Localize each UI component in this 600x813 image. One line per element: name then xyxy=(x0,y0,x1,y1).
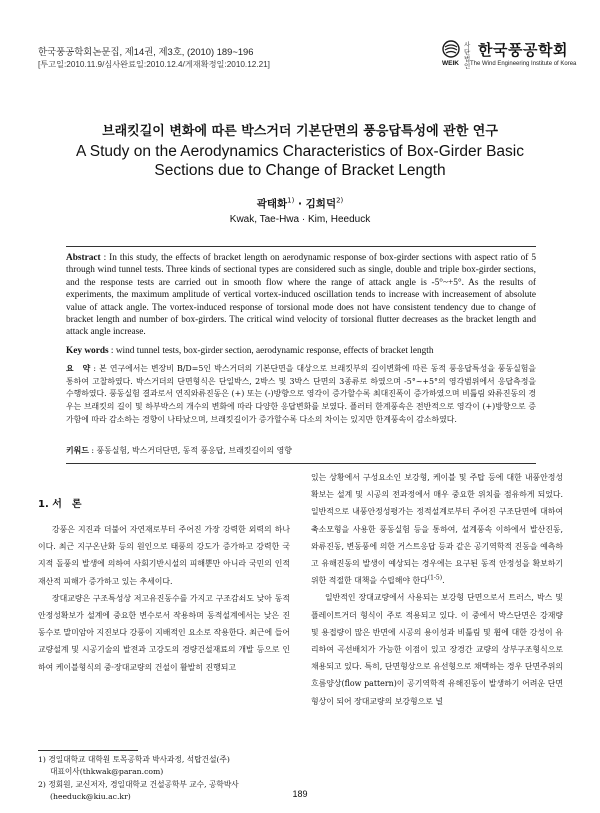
citation-period: . xyxy=(442,576,445,586)
title-korean: 브래킷길이 변화에 따른 박스거더 기본단면의 풍응답특성에 관한 연구 xyxy=(102,124,498,139)
journal-citation: 한국풍공학회논문집, 제14권, 제3호, (2010) 189~196 xyxy=(38,46,254,57)
paragraph: 강풍은 지진과 더불어 자연재로부터 주어진 가장 강력한 외력의 하나이다. 최근 지구온난화 등의 원인으로 태풍의 강도가 증가하고 강력한 국지적 돌풍의 발생에 의하여 사회기반시설의 피해뿐만 아니라 국민의 인적 재산적 피해가 증가하고 있는 추세이다. xyxy=(38,525,290,586)
keywords-label: Key words xyxy=(66,346,109,356)
abstract-bottom-rule xyxy=(66,463,536,464)
author1-name: 곽태화 xyxy=(256,198,288,210)
paragraph xyxy=(311,469,563,589)
section-heading: 1. 서 론 xyxy=(38,499,82,510)
author2-name: 김희덕 xyxy=(305,198,337,210)
wind-logo-icon xyxy=(442,40,460,58)
logo-small-text: 사단 법인 xyxy=(464,42,471,70)
title-english-line2: Sections due to Change of Bracket Length xyxy=(154,162,446,179)
logo-name: 한국풍공학회 xyxy=(478,41,568,59)
korean-abstract-label: 요 약 xyxy=(66,364,91,373)
logo-english: The Wind Engineering Institute of Korea xyxy=(470,60,577,67)
paragraph: 일반적인 장대교량에서 사용되는 보강형 단면으로서 트러스, 박스 및 플레이트거더 형식이 주로 적용되고 있다. 이 중에서 박스단면은 강재량 및 용접량이 많은 반면에 시공의 용이성과 비틂림 및 휨에 대한 강성이 유리하여 곡선배치가 가능한 이점이 있고 장경간 교량의 상부구조형식으로 채용되고 있다. 특히, 단면형상으로 유선형으로 채택하는 경우 단면주위의 흐름양상(flow pattern)이 공기역학적 유해진동이 발생하기 어려운 단면형상이 되어 장대교량의 보강형으로 널 xyxy=(311,593,563,706)
citation: (1-5) xyxy=(427,574,443,582)
title-english xyxy=(60,142,540,180)
paragraph: 장대교량은 구조특성상 저고유진동수를 가지고 구조감쇠도 낮아 동적 안정성확보가 설계에 중요한 변수로서 작용하며 동적설계에서는 낮은 진동수로 말미암아 지진보다 강풍이 지배적인 요소로 작용한다. 최근에 들어 교량설계 및 시공기술의 발전과 고강도의 경량건설재료의 개발 등으로 인하여 케이블형식의 중·장대교량의 건설이 활발히 진행되고 xyxy=(38,593,290,672)
abstract-text: : In this study, the effects of bracket length on aerodynamic response of box-girder sections with aspect ratio of 5 through wind tunnel tests. Three kinds of sectional types are considered such as single, double and triple box-girder sections, and the response tests are carried out in smooth flow where the range of attack angle is -5°~+5°. As the results of experiments, the maximum amplitude of vertical vortex-induced oscillation tends to increase with increasement of absolute value of attack angle. The vortex-induced response of torsional mode does not have consistent tendency due to change of bracket length and number of box-girders. The critical wind velocity of torsional flutter decreases as the bracket length and attack angle increase. xyxy=(66,253,536,338)
abstract xyxy=(66,252,536,339)
author2-affil: 2) xyxy=(336,196,344,205)
footnote-rule xyxy=(38,750,138,751)
footnote-line: 2) 정회원, 교신저자, 경일대학교 건설공학부 교수, 공학박사 xyxy=(38,779,239,789)
korean-keywords-label: 키워드 xyxy=(66,446,89,455)
body-right-column xyxy=(311,469,563,710)
society-logo xyxy=(442,38,582,74)
keywords xyxy=(66,345,536,357)
authors-english: Kwak, Tae-Hwa · Kim, Heeduck xyxy=(229,214,371,225)
footnote-line: (heeduck@kiu.ac.kr) xyxy=(50,791,131,801)
paragraph-text: 있는 상황에서 구성요소인 보강형, 케이블 및 주탑 등에 대한 내풍안정성 확보는 설계 및 시공의 전과정에서 매우 중요한 위치를 점유하게 되었다. 일반적으로 내풍안정성평가는 정적설계로부터 주어진 구조단면에 대하여 축소모형을 사용한 풍동실험 등을 통하여, 설계풍속 이하에서 발산진동, 와류진동, 변동풍에 의한 거스트응답 등과 같은 공기역학적 진동을 예측하고 유해진동의 발생이 예상되는 경우에는 요구된 동적 안정성을 확보하기 위한 적절한 대책을 수립해야 한다 xyxy=(311,473,563,586)
body-left-column xyxy=(38,521,290,676)
page-number: 189 xyxy=(292,789,308,799)
footnote-line: 대표이사(thkwak@paran.com) xyxy=(50,767,164,777)
abstract-label: Abstract xyxy=(66,253,101,263)
author-separator: · xyxy=(294,198,306,210)
footnote-line: 1) 경일대학교 대학원 토목공학과 박사과정, 석탑건설(주) xyxy=(38,755,230,764)
author1-affil: 1) xyxy=(287,196,295,205)
journal-header xyxy=(38,46,270,71)
korean-abstract xyxy=(66,363,536,427)
authors-korean xyxy=(0,196,600,211)
logo-abbr: WEIK xyxy=(442,60,459,67)
abstract-top-rule xyxy=(66,246,536,247)
korean-abstract-text: : 본 연구에서는 변장비 B/D=5인 박스거더의 기본단면을 대상으로 브래킷부의 길이변화에 따른 동적 풍응답특성을 풍동실험을 통하여 고찰하였다. 박스거더의 단면형식은 단일박스, 2박스 및 3박스 단면의 3종류로 하였으며 -5°~+5°의 영각범위에서 응답측정을 수행하였다. 풍동실험 결과로서 연직와류진동은 (+) 또는 (-)방향으로 영각이 증가할수록 최대진폭이 증가하였으며 비틂림 와류진동의 경우는 브래킷의 길이 및 하부박스의 개수의 변화에 따라 다양한 응답변화를 보였다. 플러터 한계풍속은 전반적으로 영각이 (+)방향으로 증가함에 따라 감소하는 경향이 나타났으며, 브래킷길이가 증가할수록 다소의 차이는 있지만 한계풍속이 감소하였다. xyxy=(66,364,537,424)
korean-keywords xyxy=(66,445,536,457)
title-english-line1: A Study on the Aerodynamics Characteristics of Box-Girder Basic xyxy=(76,143,524,160)
korean-keywords-text: : 풍동실험, 박스거더단면, 동적 풍응답, 브래킷길이의 영향 xyxy=(88,446,292,455)
submission-dates: [투고일:2010.11.9/심사완료일:2010.12.4/게재확정일:2010.12.21] xyxy=(38,59,270,69)
keywords-text: : wind tunnel tests, box-girder section, aerodynamic response, effects of bracket length xyxy=(108,346,434,356)
